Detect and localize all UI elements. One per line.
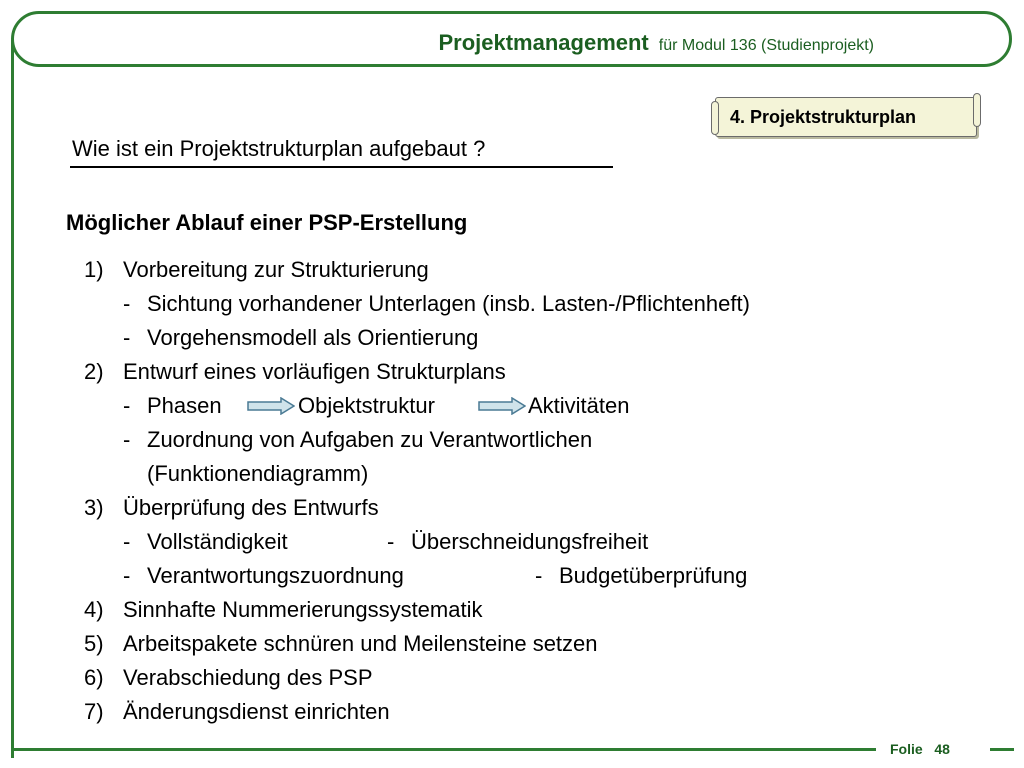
step-number: 4) xyxy=(84,597,104,622)
right-arrow-icon xyxy=(478,397,526,415)
dash-marker: - xyxy=(123,325,131,350)
subitem-text-aktivitaeten: Aktivitäten xyxy=(528,393,630,418)
subitem-text-phasen: Phasen xyxy=(147,393,222,418)
dash-marker: - xyxy=(123,427,131,452)
subheading: Möglicher Ablauf einer PSP-Erstellung xyxy=(66,210,468,235)
step-text: Sinnhafte Nummerierungssystematik xyxy=(123,597,483,622)
dash-marker: - xyxy=(123,291,131,316)
dash-marker: - xyxy=(123,529,131,554)
step-number: 2) xyxy=(84,359,104,384)
footer-page-number: 48 xyxy=(934,741,950,757)
subitem-text: Sichtung vorhandener Unterlagen (insb. Lasten-/Pflichtenheft) xyxy=(147,291,750,316)
header-subtitle: für Modul 136 (Studienprojekt) xyxy=(658,37,874,54)
step-number: 7) xyxy=(84,699,104,724)
dash-marker: - xyxy=(123,393,131,418)
subitem-text: Vorgehensmodell als Orientierung xyxy=(147,325,479,350)
question-heading: Wie ist ein Projektstrukturplan aufgebaut ? xyxy=(72,136,486,161)
header-title: Projektmanagement xyxy=(438,30,649,55)
step-number: 3) xyxy=(84,495,104,520)
section-tag xyxy=(715,97,977,137)
step-text: Überprüfung des Entwurfs xyxy=(123,495,379,520)
subitem-text: (Funktionendiagramm) xyxy=(147,461,369,486)
footer-line xyxy=(14,748,876,751)
footer-label xyxy=(890,741,950,757)
subitem-text: Budgetüberprüfung xyxy=(559,563,748,588)
subitem-text: Verantwortungszuordnung xyxy=(147,563,404,588)
footer-folie-label: Folie xyxy=(890,741,923,757)
footer-line-right xyxy=(990,748,1014,751)
right-arrow-icon xyxy=(247,397,295,415)
dash-marker: - xyxy=(123,563,131,588)
step-text: Verabschiedung des PSP xyxy=(123,665,373,690)
step-text: Änderungsdienst einrichten xyxy=(123,699,390,724)
subitem-text: Zuordnung von Aufgaben zu Verantwortlichen xyxy=(147,427,593,452)
subitem-text: Vollständigkeit xyxy=(147,529,288,554)
left-border-line xyxy=(11,40,14,758)
subitem-text: Überschneidungsfreiheit xyxy=(411,529,649,554)
dash-marker: - xyxy=(535,563,543,588)
step-text: Entwurf eines vorläufigen Strukturplans xyxy=(123,359,506,384)
step-number: 1) xyxy=(84,257,104,282)
step-text: Arbeitspakete schnüren und Meilensteine setzen xyxy=(123,631,598,656)
dash-marker: - xyxy=(387,529,395,554)
step-number: 6) xyxy=(84,665,104,690)
subitem-text-objektstruktur: Objektstruktur xyxy=(298,393,435,418)
step-number: 5) xyxy=(84,631,104,656)
header xyxy=(438,30,874,56)
section-tag-label: 4. Projektstrukturplan xyxy=(730,107,917,127)
step-text: Vorbereitung zur Strukturierung xyxy=(123,257,429,282)
question-underline xyxy=(70,166,613,168)
